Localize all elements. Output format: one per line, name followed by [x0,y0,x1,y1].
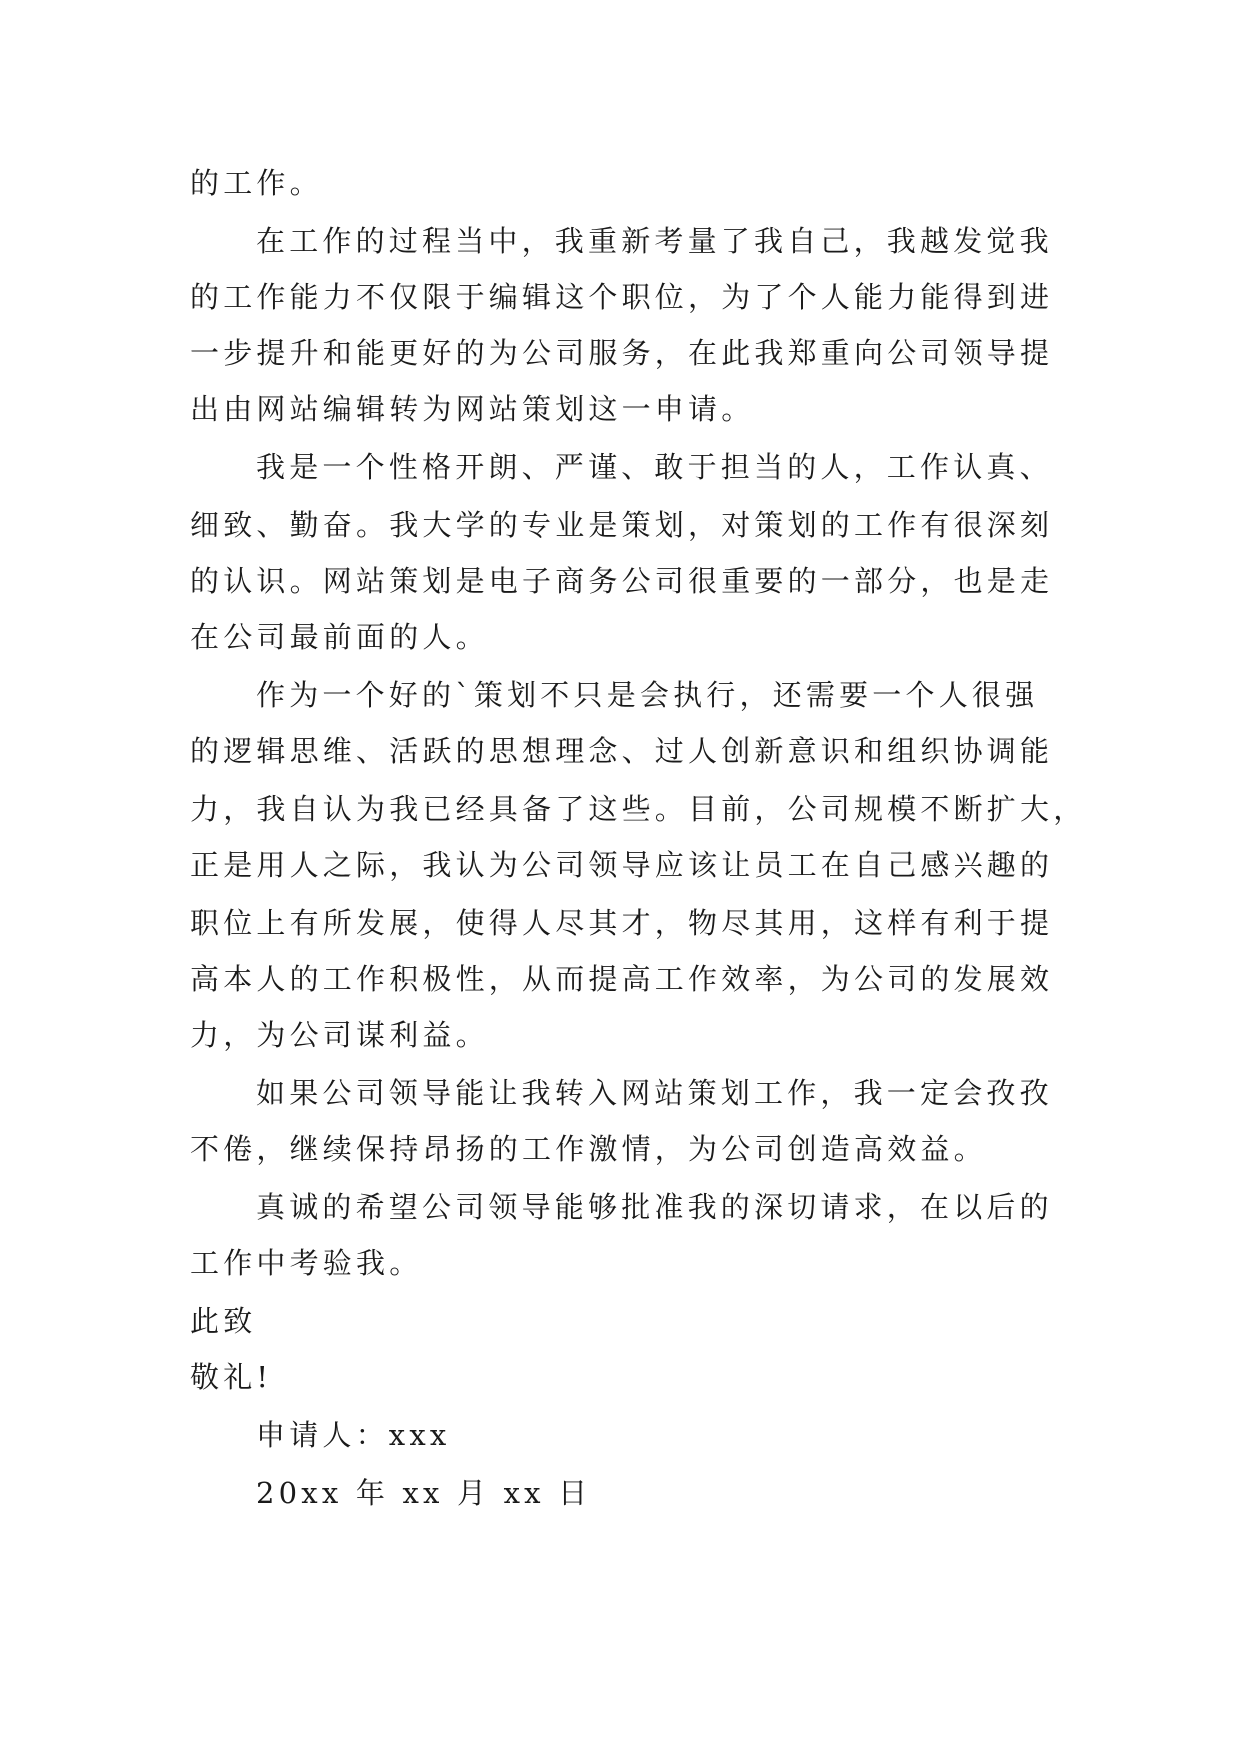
text-line: 在公司最前面的人。 [190,620,489,654]
text-line: 一步提升和能更好的为公司服务，在此我郑重向公司领导提 [190,336,1054,370]
text-line: 的认识。网站策划是电子商务公司很重要的一部分，也是走 [190,564,1054,598]
text-line: 高本人的工作积极性，从而提高工作效率，为公司的发展效 [190,962,1054,996]
paragraph-start-line: 如果公司领导能让我转入网站策划工作，我一定会孜孜 [256,1076,1053,1110]
closing-salutation: 此致 [190,1304,257,1338]
paragraph-start-line: 我是一个性格开朗、严谨、敢于担当的人，工作认真、 [256,450,1053,484]
applicant-signature: 申请人：xxx [256,1418,451,1452]
text-line: 力，为公司谋利益。 [190,1018,489,1052]
text-line: 的工作。 [190,166,323,200]
paragraph-start-line: 真诚的希望公司领导能够批准我的深切请求，在以后的 [256,1190,1053,1224]
text-line: 工作中考验我。 [190,1246,423,1280]
text-line: 力，我自认为我已经具备了这些。目前，公司规模不断扩大， [190,792,1087,826]
text-line: 职位上有所发展，使得人尽其才，物尽其用，这样有利于提 [190,906,1054,940]
paragraph-start-line: 作为一个好的`策划不只是会执行，还需要一个人很强 [256,678,1039,712]
text-line: 的工作能力不仅限于编辑这个职位，为了个人能力能得到进 [190,280,1054,314]
text-line: 出由网站编辑转为网站策划这一申请。 [190,392,755,426]
text-line: 正是用人之际，我认为公司领导应该让员工在自己感兴趣的 [190,848,1054,882]
text-line: 的逻辑思维、活跃的思想理念、过人创新意识和组织协调能 [190,734,1054,768]
text-line: 细致、勤奋。我大学的专业是策划，对策划的工作有很深刻 [190,508,1054,542]
paragraph-start-line: 在工作的过程当中，我重新考量了我自己，我越发觉我 [256,224,1053,258]
text-line: 不倦，继续保持昂扬的工作激情，为公司创造高效益。 [190,1132,987,1166]
signature-date: 20xx 年 xx 月 xx 日 [256,1476,592,1510]
closing-regards: 敬礼! [190,1360,273,1394]
